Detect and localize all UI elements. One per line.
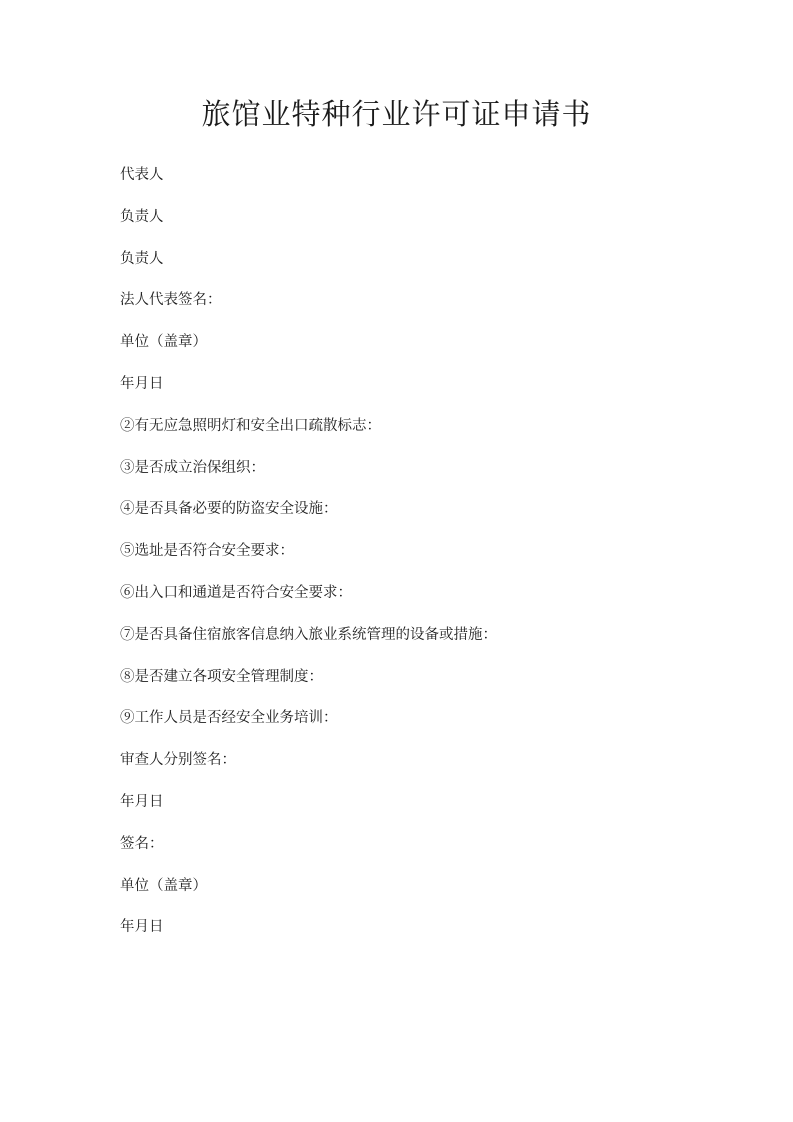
line-person-in-charge-2: 负责人 xyxy=(120,250,164,267)
line-reviewer-signatures: 审查人分别签名： xyxy=(120,752,236,769)
document-body xyxy=(120,163,720,957)
line-unit-seal: 单位（盖章） xyxy=(120,334,207,351)
line-item-8: ⑧是否建立各项安全管理制度： xyxy=(120,668,323,685)
line-person-in-charge: 负责人 xyxy=(120,208,164,225)
line-item-3: ③是否成立治保组织： xyxy=(120,459,265,476)
line-item-4: ④是否具备必要的防盗安全设施： xyxy=(120,501,338,518)
line-unit-seal-2: 单位（盖章） xyxy=(120,877,207,894)
line-item-2: ②有无应急照明灯和安全出口疏散标志： xyxy=(120,417,381,434)
line-representative: 代表人 xyxy=(120,167,164,183)
line-item-6: ⑥出入口和通道是否符合安全要求： xyxy=(120,584,352,601)
line-date: 年月日 xyxy=(120,375,164,392)
line-date-3: 年月日 xyxy=(120,919,164,936)
line-signature: 签名： xyxy=(120,835,164,852)
line-item-9: ⑨工作人员是否经安全业务培训： xyxy=(120,710,338,727)
line-legal-rep-signature: 法人代表签名： xyxy=(120,292,222,309)
document-title: 旅馆业特种行业许可证申请书 xyxy=(201,97,592,131)
line-item-5: ⑤选址是否符合安全要求： xyxy=(120,543,294,560)
line-item-7: ⑦是否具备住宿旅客信息纳入旅业系统管理的设备或措施： xyxy=(120,626,497,643)
line-date-2: 年月日 xyxy=(120,793,164,810)
